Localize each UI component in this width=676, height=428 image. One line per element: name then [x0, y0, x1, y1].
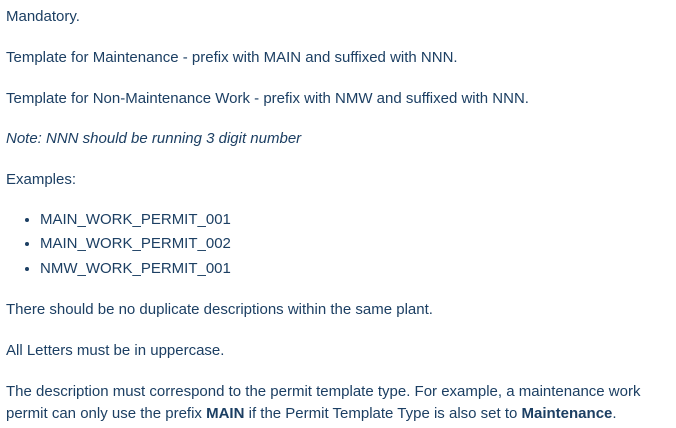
list-item: • MAIN_WORK_PERMIT_002 [40, 233, 666, 256]
paragraph-maintenance-template: Template for Maintenance - prefix with MAIN and suffixed with NNN. [6, 48, 458, 66]
paragraph-mandatory: Mandatory. [6, 8, 80, 25]
final-rule-prefix-main: MAIN [206, 404, 245, 422]
final-rule-part3: . [612, 404, 617, 422]
paragraph-non-maintenance-template: Template for Non-Maintenance Work - prefix with NMW and suffixed with NNN. [6, 89, 529, 107]
examples-label: Examples: [6, 171, 77, 188]
rule-no-duplicate: There should be no duplicate descriptions within the same plant. [6, 301, 433, 319]
list-item: • MAIN_WORK_PERMIT_001 [40, 209, 666, 232]
final-rule-part1: The description must correspond to the permit template type. For example, a maintenance work permit can only use the prefix [6, 382, 641, 422]
rule-template-type-correspondence [6, 381, 666, 425]
rule-uppercase: All Letters must be in uppercase. [6, 342, 225, 359]
final-rule-part2: if the Permit Template Type is also set to [244, 404, 522, 422]
list-item: • NMW_WORK_PERMIT_001 [40, 258, 666, 281]
examples-list [6, 209, 666, 281]
note-text: Note: NNN should be running 3 digit number [6, 130, 302, 148]
final-rule-type-maintenance: Maintenance [521, 404, 613, 422]
